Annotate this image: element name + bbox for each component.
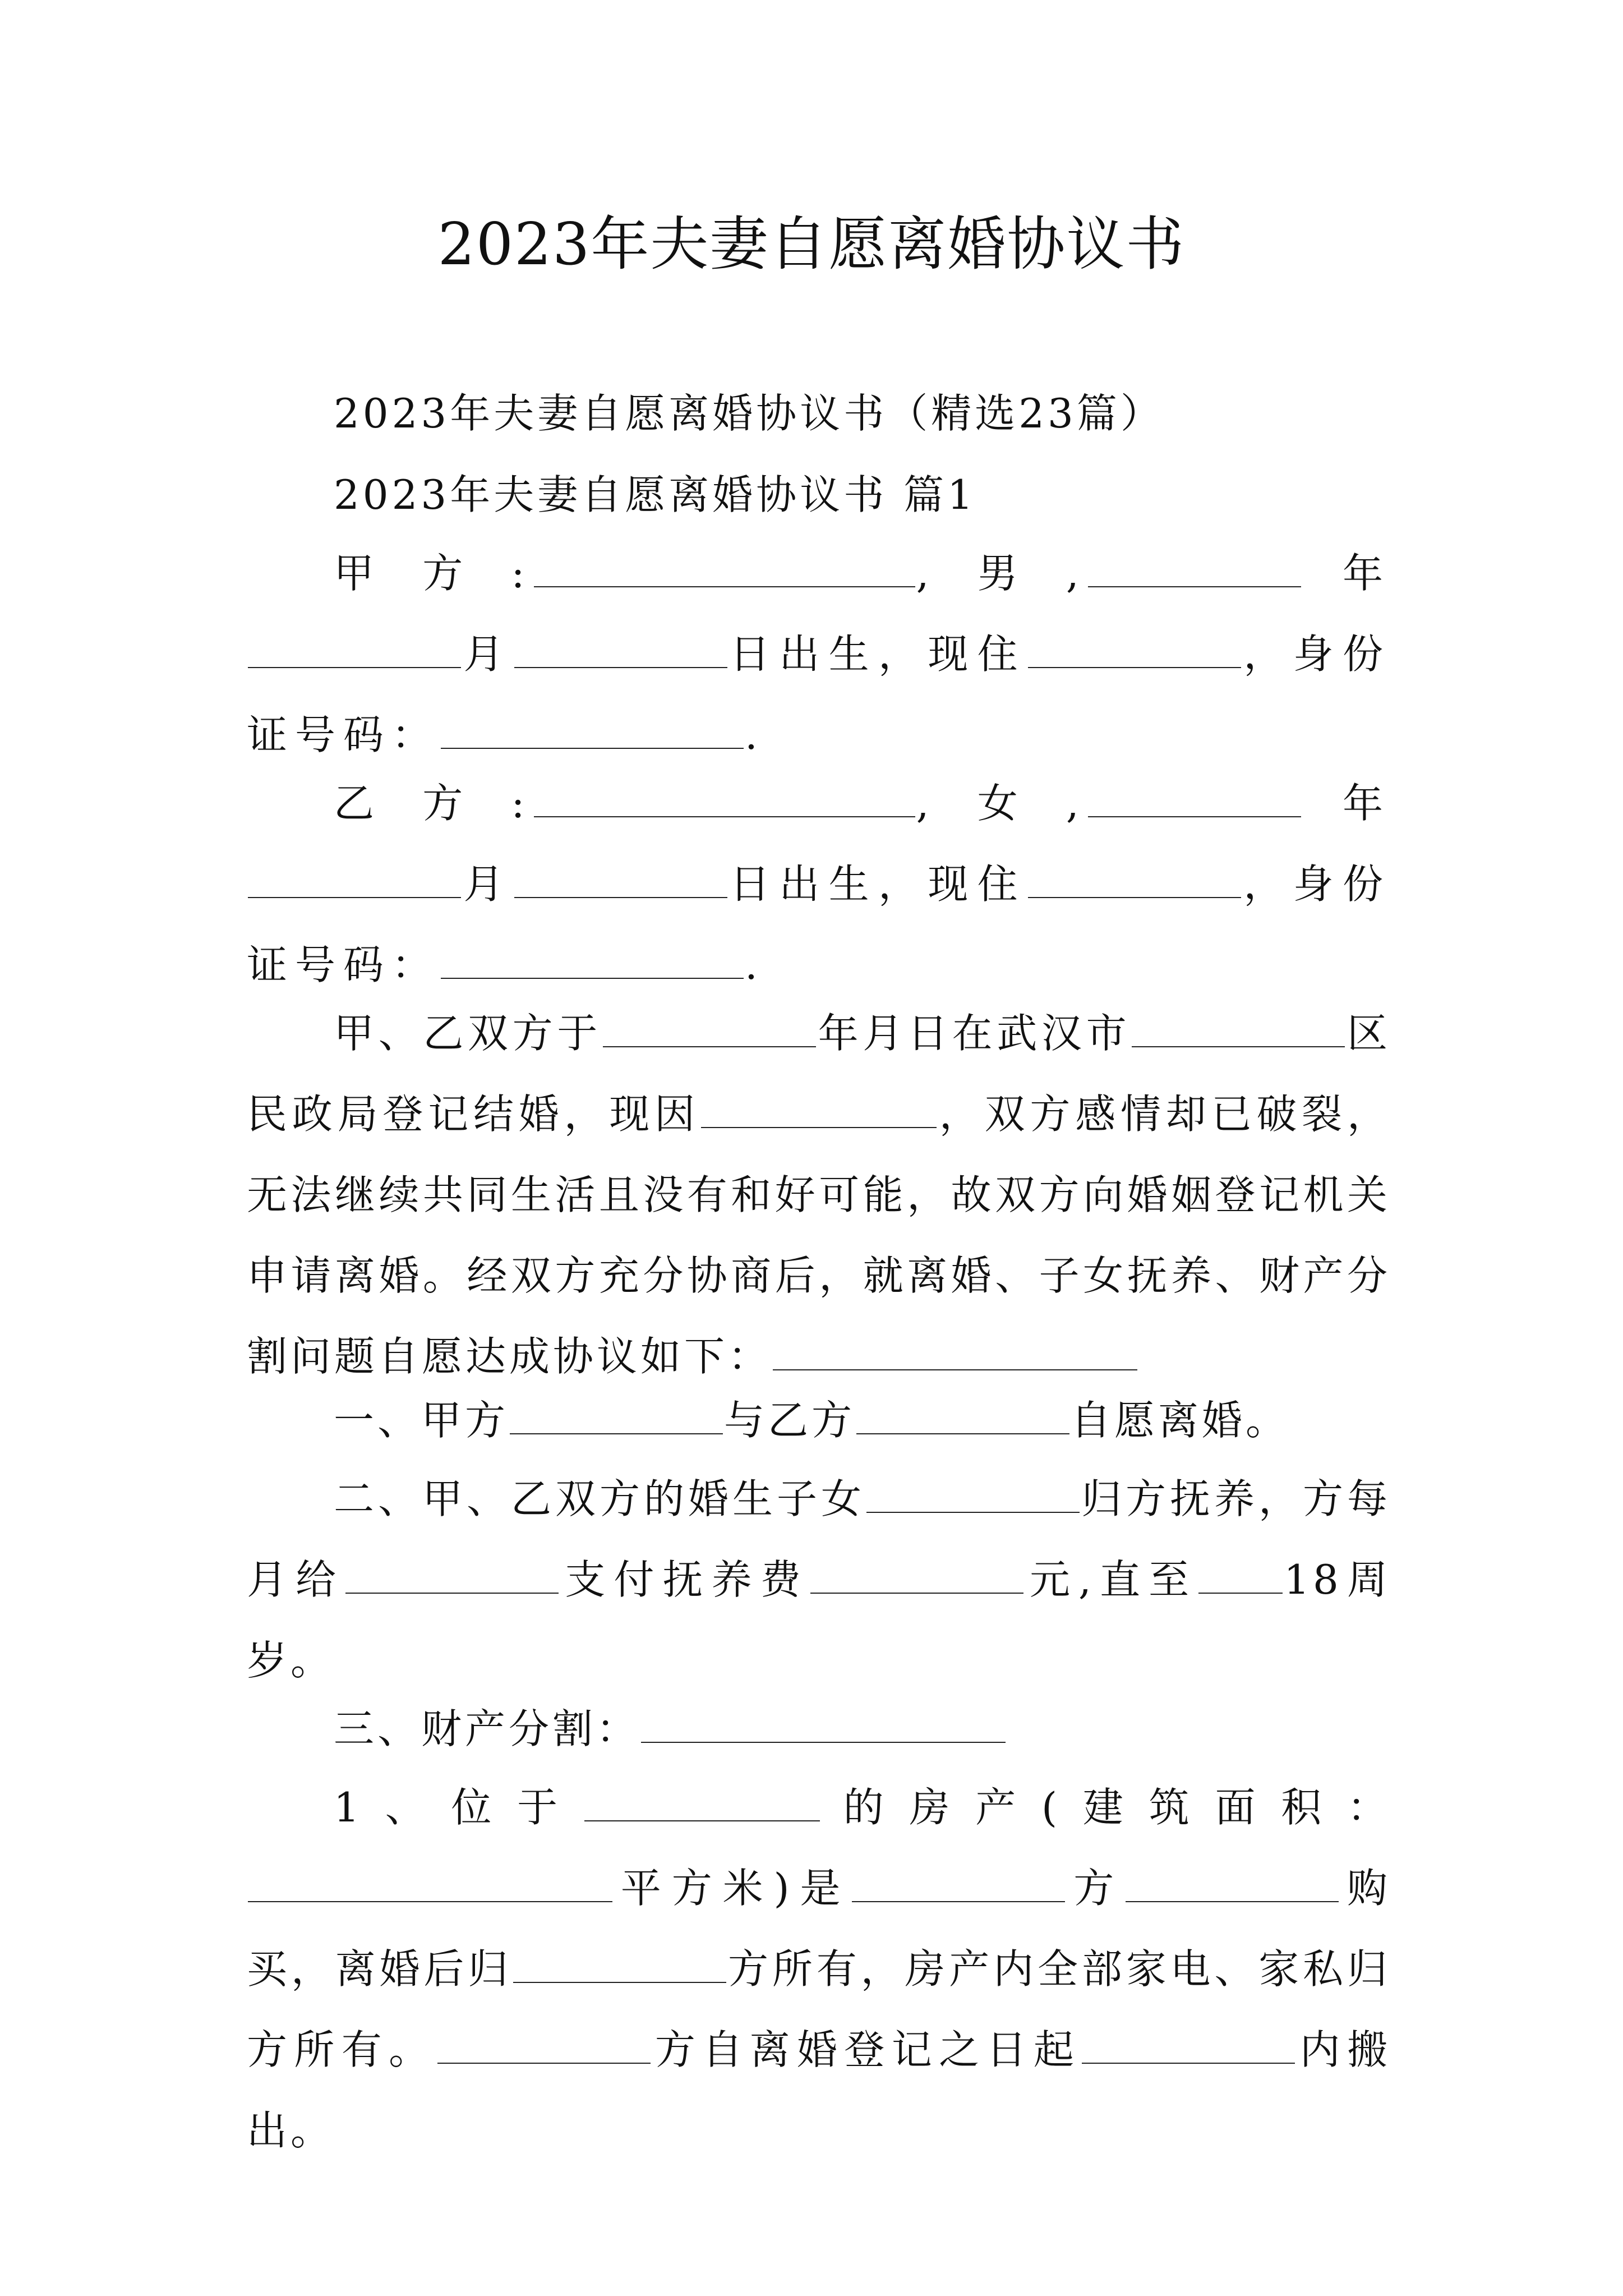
party-b-month: 月: [462, 861, 513, 908]
party-b-birth: 日出生，现住: [728, 861, 1027, 908]
party-a-name-blank: [534, 546, 915, 587]
party-b-end: .: [745, 941, 766, 988]
clause-2-payee-blank: [345, 1552, 559, 1594]
party-a-label: 甲方:: [334, 550, 533, 597]
marriage-agreement-blank: [773, 1329, 1137, 1370]
party-a-end: .: [745, 711, 766, 758]
clause-1: [247, 1380, 1391, 1461]
party-a-address-blank: [1028, 627, 1241, 668]
property-text-2: 的房产(建筑面积：: [820, 1784, 1391, 1831]
party-b-id: ，身份证号码：: [247, 861, 1391, 988]
document-subtitle: 2023年夫妻自愿离婚协议书（精选23篇）: [334, 390, 1164, 437]
clause-2-text-1: 二、甲、乙双方的婚生子女: [334, 1475, 865, 1522]
clause-2-text-2: 归方抚养，方每月给: [247, 1475, 1391, 1603]
property-buyer-blank: [852, 1861, 1065, 1902]
clause-2: [247, 1458, 1391, 1701]
property-text-1: 1、位于: [334, 1784, 583, 1831]
clause-1-party-a-blank: [510, 1393, 723, 1434]
party-b-label: 乙方:: [334, 780, 533, 827]
party-a-yearafter-blank: [248, 627, 461, 668]
party-a-id-blank: [441, 707, 744, 749]
marriage-text-1: 甲、乙双方于: [334, 1010, 602, 1057]
party-a-year-blank: [1088, 546, 1301, 587]
marriage-district-blank: [1132, 1006, 1345, 1047]
party-b-year-blank: [1088, 776, 1301, 817]
property-text-4: 方: [1066, 1865, 1125, 1912]
clause-3-text: 三、财产分割：: [334, 1705, 640, 1752]
property-text-3: 平方米)是: [614, 1865, 851, 1912]
clause-3: [247, 1688, 1391, 1769]
party-a-birth: 日出生，现住: [728, 631, 1027, 678]
marriage-text-4: ，双方感情却已破裂，无法继续共同生活且没有和好可能，故双方向婚姻登记机关申请离婚。经双方充分协商后，就离婚、子女抚养、财产分割问题自愿达成协议如下：: [247, 1091, 1391, 1380]
property-buyer2-blank: [1126, 1861, 1339, 1902]
clause-3-blank: [641, 1701, 1006, 1743]
property-owner-blank: [513, 1941, 726, 1983]
property-area-blank: [248, 1861, 612, 1902]
property-text-8: 内搬出。: [247, 2026, 1391, 2154]
clause-2-text-3: 支付抚养费: [560, 1556, 809, 1603]
section-heading: 2023年夫妻自愿离婚协议书 篇1: [334, 471, 976, 518]
property-moveout-party-blank: [437, 2022, 651, 2064]
party-b-day-blank: [514, 857, 727, 898]
marriage-paragraph: [247, 993, 1391, 1397]
clause-2-until-blank: [1198, 1552, 1283, 1594]
clause-2-text-5: 18周岁。: [247, 1556, 1391, 1684]
clause-1-text-2: 与乙方: [724, 1397, 856, 1444]
clause-1-party-b-blank: [856, 1393, 1069, 1434]
party-b-paragraph: [247, 763, 1391, 1005]
party-a-month: 月: [462, 631, 513, 678]
property-text-7: 方自离婚登记之日起: [651, 2026, 1081, 2073]
party-a-id: ，身份证号码：: [247, 631, 1391, 758]
marriage-text-2: 年月日在武汉市: [817, 1010, 1131, 1057]
document-title: 2023年夫妻自愿离婚协议书: [437, 210, 1186, 278]
property-paragraph: [247, 1767, 1391, 2171]
clause-1-text-1: 一、甲方: [334, 1397, 509, 1444]
party-b-year: 年: [1302, 780, 1391, 827]
party-a-year: 年: [1302, 550, 1391, 597]
clause-2-child-blank: [866, 1471, 1080, 1513]
property-location-blank: [584, 1780, 820, 1821]
clause-2-amount-blank: [810, 1552, 1023, 1594]
party-b-id-blank: [441, 937, 744, 979]
marriage-date-blank: [603, 1006, 816, 1047]
party-b-address-blank: [1028, 857, 1241, 898]
party-a-gender: ,男,: [916, 550, 1087, 597]
property-text-5: 购买，离婚后归: [247, 1865, 1391, 1993]
marriage-reason-blank: [701, 1087, 937, 1128]
clause-1-text-3: 自愿离婚。: [1071, 1397, 1290, 1444]
marriage-text-3: 区民政局登记结婚，现因: [247, 1010, 1391, 1138]
party-a-day-blank: [514, 627, 727, 668]
party-b-gender: ,女,: [916, 780, 1087, 827]
party-b-name-blank: [534, 776, 915, 817]
property-text-6: 方所有，房产内全部家电、家私归方所有。: [247, 1945, 1391, 2073]
property-moveout-time-blank: [1082, 2022, 1295, 2064]
clause-2-text-4: 元,直至: [1024, 1556, 1198, 1603]
party-b-yearafter-blank: [248, 857, 461, 898]
party-a-paragraph: [247, 533, 1391, 775]
